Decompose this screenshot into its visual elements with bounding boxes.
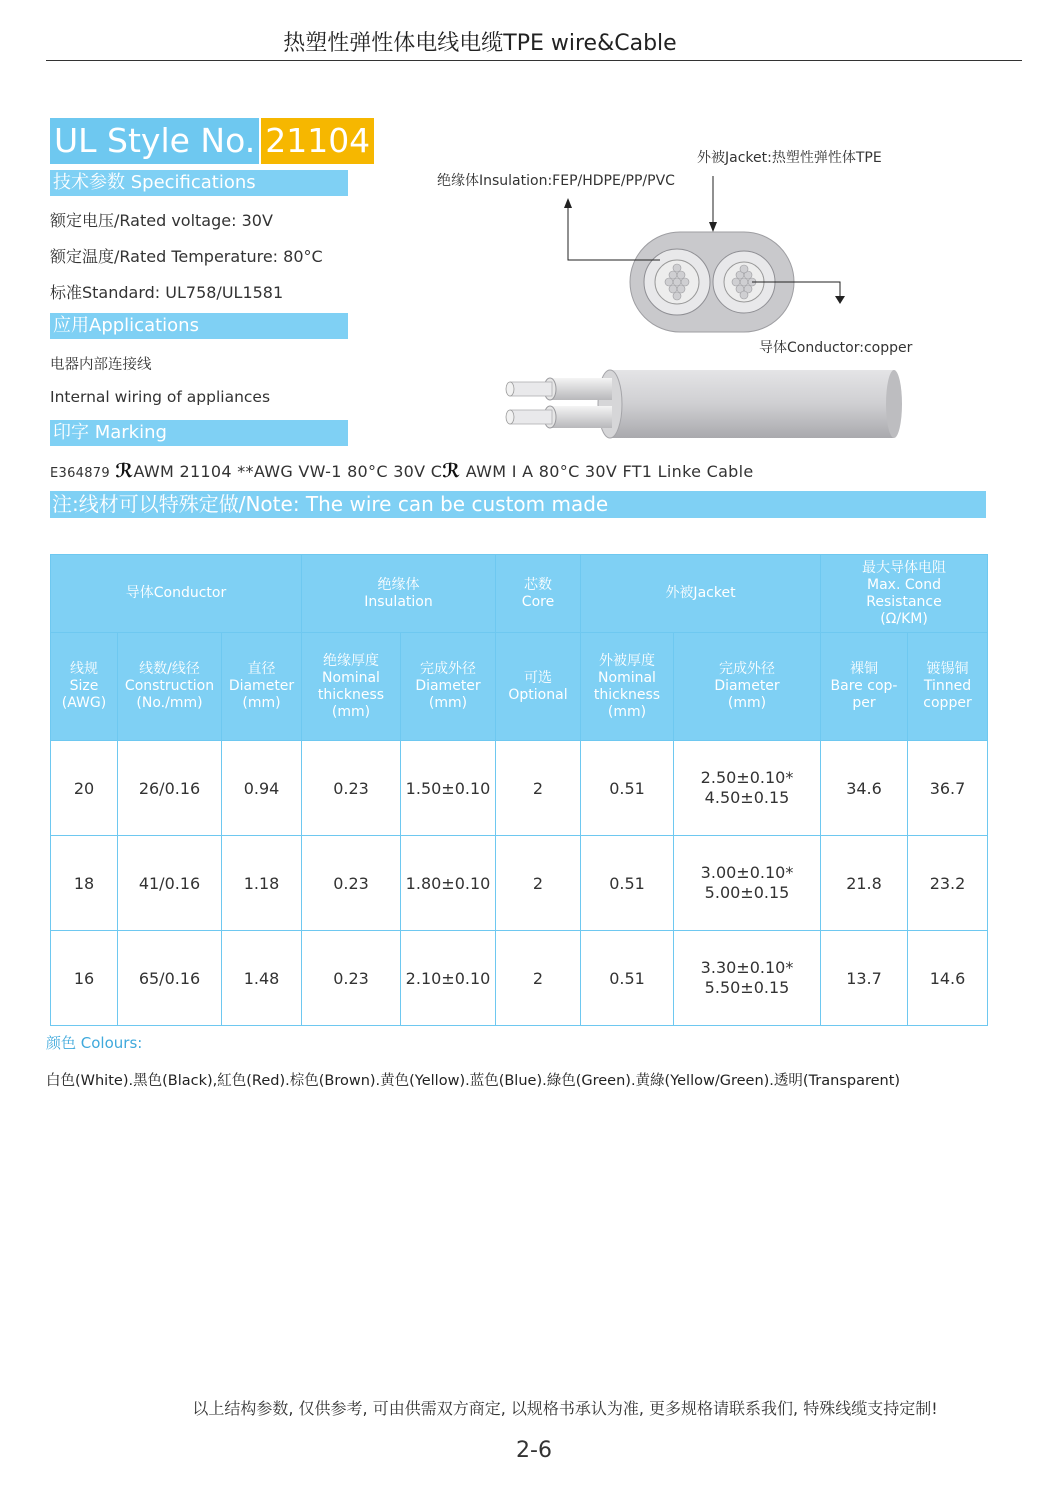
spec-table xyxy=(50,554,988,1026)
marking-part2: AWM I A 80°C 30V FT1 Linke Cable xyxy=(460,462,754,481)
header-core: 芯数 Core xyxy=(496,555,581,633)
cell-conductor-diameter: 1.48 xyxy=(222,931,302,1026)
cable-diagram xyxy=(430,140,950,450)
cell-core: 2 xyxy=(496,931,581,1026)
cell-jacket-diameter: 2.50±0.10* 4.50±0.15 xyxy=(674,741,821,836)
subheader-jacket-thickness: 外被厚度 Nominal thickness (mm) xyxy=(581,633,674,741)
subheader-insulation-diameter: 完成外径 Diameter (mm) xyxy=(401,633,496,741)
ul-logo-icon: ℛ xyxy=(115,460,134,482)
cell-insulation-diameter: 2.10±0.10 xyxy=(401,931,496,1026)
cell-bare-copper: 21.8 xyxy=(821,836,908,931)
table-row xyxy=(51,836,988,931)
application-cn: 电器内部连接线 xyxy=(50,357,152,373)
marking-code: E364879 xyxy=(50,466,110,481)
cell-construction: 41/0.16 xyxy=(118,836,222,931)
cell-size: 18 xyxy=(51,836,118,931)
cell-bare-copper: 34.6 xyxy=(821,741,908,836)
header-insulation: 绝缘体 Insulation xyxy=(302,555,496,633)
jacket-label: 外被Jacket:热塑性弹性体TPE xyxy=(697,150,882,166)
marking-heading: 印字 Marking xyxy=(50,420,348,446)
subheader-insulation-thickness: 绝缘厚度 Nominal thickness (mm) xyxy=(302,633,401,741)
document-title: 热塑性弹性体电线电缆TPE wire&Cable xyxy=(283,31,677,56)
cell-bare-copper: 13.7 xyxy=(821,931,908,1026)
header-divider xyxy=(46,60,1022,61)
custom-note-bar: 注:线材可以特殊定做/Note: The wire can be custom made xyxy=(50,491,986,518)
subheader-construction: 线数/线径 Construction (No./mm) xyxy=(118,633,222,741)
cell-conductor-diameter: 0.94 xyxy=(222,741,302,836)
cell-construction: 65/0.16 xyxy=(118,931,222,1026)
cell-insulation-thickness: 0.23 xyxy=(302,931,401,1026)
cell-jacket-thickness: 0.51 xyxy=(581,931,674,1026)
standard: 标准Standard: UL758/UL1581 xyxy=(50,283,284,302)
subheader-optional: 可选 Optional xyxy=(496,633,581,741)
cell-core: 2 xyxy=(496,741,581,836)
header-conductor: 导体Conductor xyxy=(51,555,302,633)
subheader-tinned-copper: 镀锡铜 Tinned copper xyxy=(908,633,988,741)
cell-size: 20 xyxy=(51,741,118,836)
colours-heading: 颜色 Colours: xyxy=(46,1034,143,1052)
cell-jacket-diameter: 3.00±0.10* 5.00±0.15 xyxy=(674,836,821,931)
page-number: 2-6 xyxy=(516,1438,552,1463)
footer-note: 以上结构参数, 仅供参考, 可由供需双方商定, 以规格书承认为准, 更多规格请联系我们, 特殊线缆支持定制! xyxy=(192,1399,938,1418)
cell-insulation-diameter: 1.80±0.10 xyxy=(401,836,496,931)
cell-size: 16 xyxy=(51,931,118,1026)
rated-temperature: 额定温度/Rated Temperature: 80°C xyxy=(50,247,323,266)
ul-style-number: 21104 xyxy=(261,118,374,164)
header-jacket: 外被Jacket xyxy=(581,555,821,633)
specifications-heading: 技术参数 Specifications xyxy=(50,170,348,196)
ul-style-prefix: UL Style No. xyxy=(50,118,259,164)
cell-conductor-diameter: 1.18 xyxy=(222,836,302,931)
ul-style-heading xyxy=(50,118,374,164)
subheader-jacket-diameter: 完成外径 Diameter (mm) xyxy=(674,633,821,741)
cell-jacket-thickness: 0.51 xyxy=(581,741,674,836)
cell-construction: 26/0.16 xyxy=(118,741,222,836)
rated-voltage: 额定电压/Rated voltage: 30V xyxy=(50,211,273,230)
cell-jacket-thickness: 0.51 xyxy=(581,836,674,931)
application-en: Internal wiring of appliances xyxy=(50,388,271,406)
header-resistance: 最大导体电阻 Max. Cond Resistance (Ω/KM) xyxy=(821,555,988,633)
cell-tinned-copper: 14.6 xyxy=(908,931,988,1026)
cell-insulation-thickness: 0.23 xyxy=(302,836,401,931)
cell-core: 2 xyxy=(496,836,581,931)
cell-insulation-diameter: 1.50±0.10 xyxy=(401,741,496,836)
marking-text xyxy=(50,460,754,482)
cell-jacket-diameter: 3.30±0.10* 5.50±0.15 xyxy=(674,931,821,1026)
colours-list: 白色(White).黑色(Black),紅色(Red).棕色(Brown).黄色(Yellow).蓝色(Blue).綠色(Green).黄綠(Yellow/Green).透明(Transparent) xyxy=(46,1073,901,1089)
cell-tinned-copper: 23.2 xyxy=(908,836,988,931)
conductor-label: 导体Conductor:copper xyxy=(759,340,913,356)
cell-insulation-thickness: 0.23 xyxy=(302,741,401,836)
subheader-size: 线规 Size (AWG) xyxy=(51,633,118,741)
table-row xyxy=(51,741,988,836)
table-row xyxy=(51,931,988,1026)
cell-tinned-copper: 36.7 xyxy=(908,741,988,836)
ul-logo-icon: ℛ xyxy=(442,460,461,482)
subheader-bare-copper: 裸铜 Bare cop- per xyxy=(821,633,908,741)
applications-heading: 应用Applications xyxy=(50,313,348,339)
marking-part1: AWM 21104 **AWG VW-1 80°C 30V C xyxy=(133,462,443,481)
subheader-conductor-diameter: 直径 Diameter (mm) xyxy=(222,633,302,741)
insulation-label: 绝缘体Insulation:FEP/HDPE/PP/PVC xyxy=(437,173,675,189)
